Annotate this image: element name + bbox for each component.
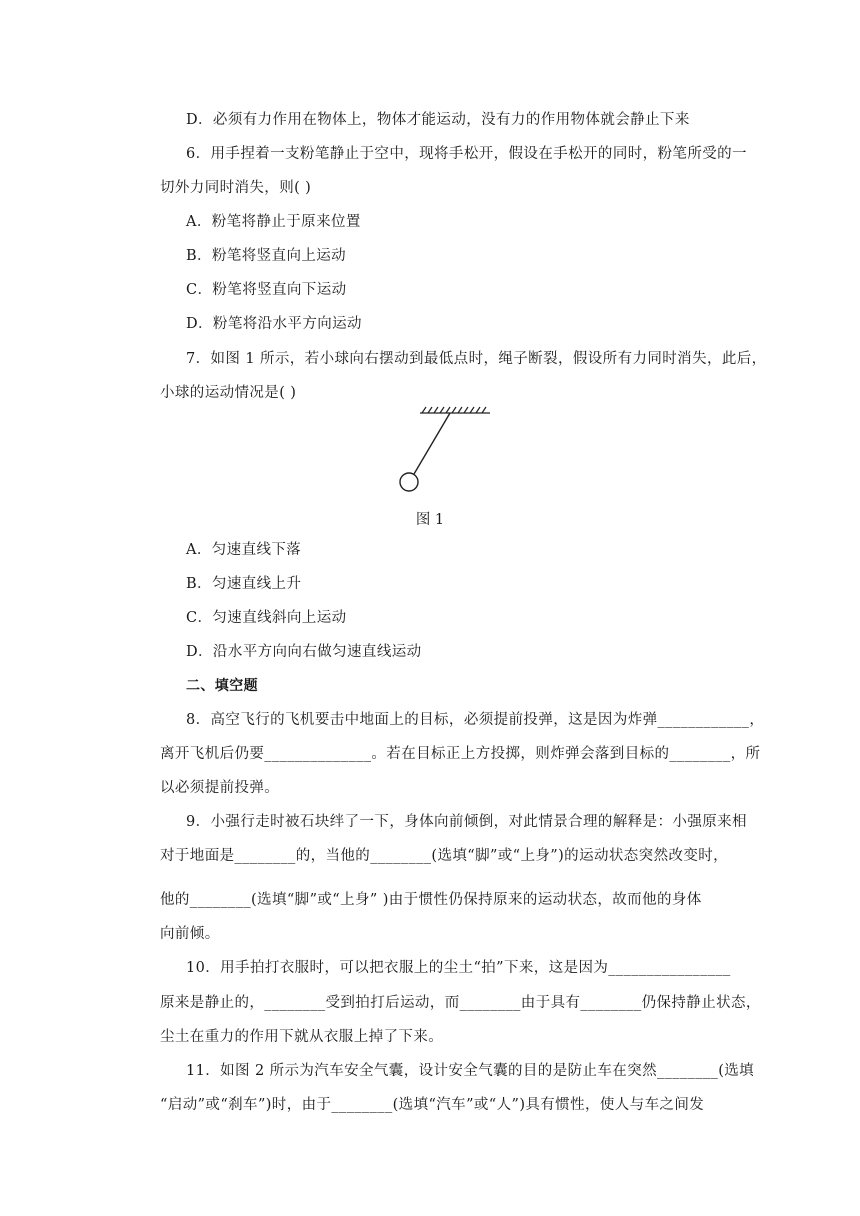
q6-option-d: D．粉笔将沿水平方向运动 [186, 316, 362, 332]
q10-line1: 10．用手拍打衣服时，可以把衣服上的尘土“拍”下来，这是因为________________ [186, 960, 731, 976]
q8-line3: 以必须提前投弹。 [160, 780, 280, 796]
q7-option-d: D．沿水平方向向右做匀速直线运动 [186, 644, 422, 660]
pendulum-figure [390, 398, 494, 494]
q6-stem-line1: 6．用手捏着一支粉笔静止于空中，现将手松开，假设在手松开的同时，粉笔所受的一 [186, 146, 747, 162]
q9-line3: 他的________(选填“脚”或“上身” )由于惯性仍保持原来的运动状态，故而他的身体 [160, 892, 702, 908]
q10-line2: 原来是静止的，________受到拍打后运动，而________由于具有________仍保持静止状态， [160, 995, 761, 1011]
q9-line4: 向前倾。 [160, 926, 220, 942]
pendulum-string [414, 413, 450, 474]
pendulum-ball [400, 473, 418, 491]
q11-line2: “启动”或“刹车”)时，由于________(选填“汽车”或“人”)具有惯性，使人与车之间发 [160, 1097, 705, 1113]
q9-line1: 9．小强行走时被石块绊了一下，身体向前倾倒，对此情景合理的解释是：小强原来相 [186, 814, 747, 830]
q7-option-b: B．匀速直线上升 [186, 576, 302, 592]
q10-line3: 尘土在重力的作用下就从衣服上掉了下来。 [160, 1029, 444, 1045]
q6-stem-line2: 切外力同时消失，则( ) [160, 180, 312, 196]
q7-stem-line2: 小球的运动情况是( ) [160, 385, 297, 401]
section-heading: 二、填空题 [186, 678, 258, 694]
q9-line2: 对于地面是________的，当他的________(选填“脚”或“上身”)的运动状态突然改变时， [160, 848, 729, 864]
q7-option-c: C．匀速直线斜向上运动 [186, 610, 347, 626]
q6-option-b: B．粉笔将竖直向上运动 [186, 248, 347, 264]
q8-line2: 离开飞机后仍要______________。若在目标正上方投掷，则炸弹会落到目标的________，所 [160, 746, 761, 762]
figure-caption: 图 1 [415, 512, 445, 528]
q6-option-c: C．粉笔将竖直向下运动 [186, 282, 347, 298]
q11-line1: 11．如图 2 所示为汽车安全气囊，设计安全气囊的目的是防止车在突然________(选填 [186, 1063, 755, 1079]
q6-option-a: A．粉笔将静止于原来位置 [186, 214, 361, 230]
ceiling-hatch [420, 407, 490, 413]
q5-option-d: D．必须有力作用在物体上，物体才能运动，没有力的作用物体就会静止下来 [186, 112, 690, 128]
q7-stem-line1: 7．如图 1 所示，若小球向右摆动到最低点时，绳子断裂，假设所有力同时消失，此后， [186, 351, 767, 367]
q8-line1: 8．高空飞行的飞机要击中地面上的目标，必须提前投弹，这是因为炸弹____________， [186, 712, 765, 728]
q7-option-a: A．匀速直线下落 [186, 542, 302, 558]
